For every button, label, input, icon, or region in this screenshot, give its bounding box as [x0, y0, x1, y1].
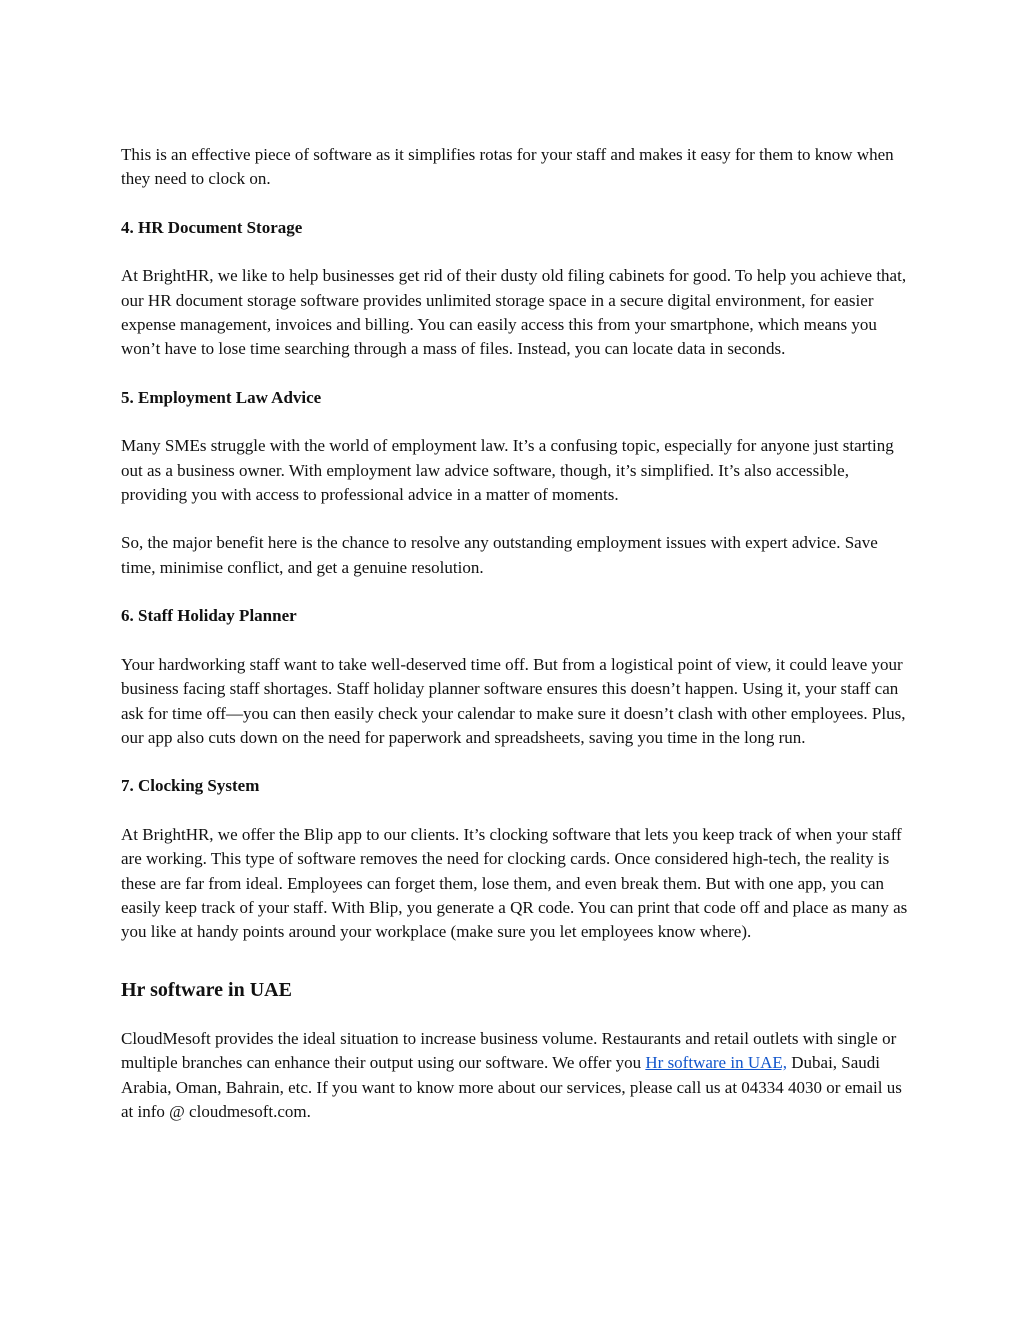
uae-heading: Hr software in UAE — [121, 978, 292, 1001]
section-clocking-system — [121, 774, 911, 944]
section-hr-document-storage — [121, 216, 911, 362]
uae-text-before-link: CloudMesoft provides the ideal situation to increase business volume. Restaurants and retail outlets with single or multiple branches can enhance their output using our software. We offer you — [121, 1028, 897, 1073]
intro-paragraph: This is an effective piece of software as it simplifies rotas for your staff and makes it easy for them to know when they need to clock on. — [121, 145, 894, 189]
section-staff-holiday-planner — [121, 604, 911, 750]
uae-text-after-link: Dubai, Saudi Arabia, Oman, Bahrain, etc. If you want to know more about our services, please call us at 04334 4030 or email us at info @ cloudmesoft.com. — [121, 1053, 902, 1121]
section-heading: 6. Staff Holiday Planner — [121, 606, 297, 626]
section-heading: 5. Employment Law Advice — [121, 387, 322, 407]
section-employment-law-advice — [121, 386, 911, 580]
section-paragraph: At BrightHR, we like to help businesses get rid of their dusty old filing cabinets for good. To help you achieve that, our HR document storage software provides unlimited storage space in a secure digital environment, for easier expense management, invoices and billing. You can easily access this from your smartphone, which means you won’t have to lose time searching through a mass of files. Instead, you can locate data in seconds. — [121, 266, 907, 359]
section-heading: 4. HR Document Storage — [121, 217, 303, 237]
uae-paragraph — [121, 1027, 911, 1125]
section-paragraph: So, the major benefit here is the chance to resolve any outstanding employment issues with expert advice. Save time, minimise conflict, and get a genuine resolution. — [121, 533, 878, 577]
section-hr-software-uae — [121, 977, 911, 1125]
section-paragraph: Your hardworking staff want to take well-deserved time off. But from a logistical point of view, it could leave your business facing staff shortages. Staff holiday planner software ensures this doesn’t happen. Using it, your staff can ask for time off—you can then easily check your calendar to make sure it doesn’t clash with other employees. Plus, our app also cuts down on the need for paperwork and spreadsheets, saving you time in the long run. — [121, 654, 906, 747]
hr-software-uae-link[interactable]: Hr software in UAE, — [645, 1053, 788, 1073]
section-heading: 7. Clocking System — [121, 776, 260, 796]
section-paragraph: Many SMEs struggle with the world of employment law. It’s a confusing topic, especially for anyone just starting out as a business owner. With employment law advice software, though, it’s simplified. It’s also accessible, providing you with access to professional advice in a matter of moments. — [121, 436, 894, 505]
document-page — [121, 143, 911, 1124]
section-paragraph: At BrightHR, we offer the Blip app to our clients. It’s clocking software that lets you keep track of when your staff are working. This type of software removes the need for clocking cards. Once considered high-tech, the reality is these are far from ideal. Employees can forget them, lose them, and even break them. But with one app, you can easily keep track of your staff. With Blip, you generate a QR code. You can print that code off and place as many as you like at handy points around your workplace (make sure you let employees know where). — [121, 824, 908, 942]
